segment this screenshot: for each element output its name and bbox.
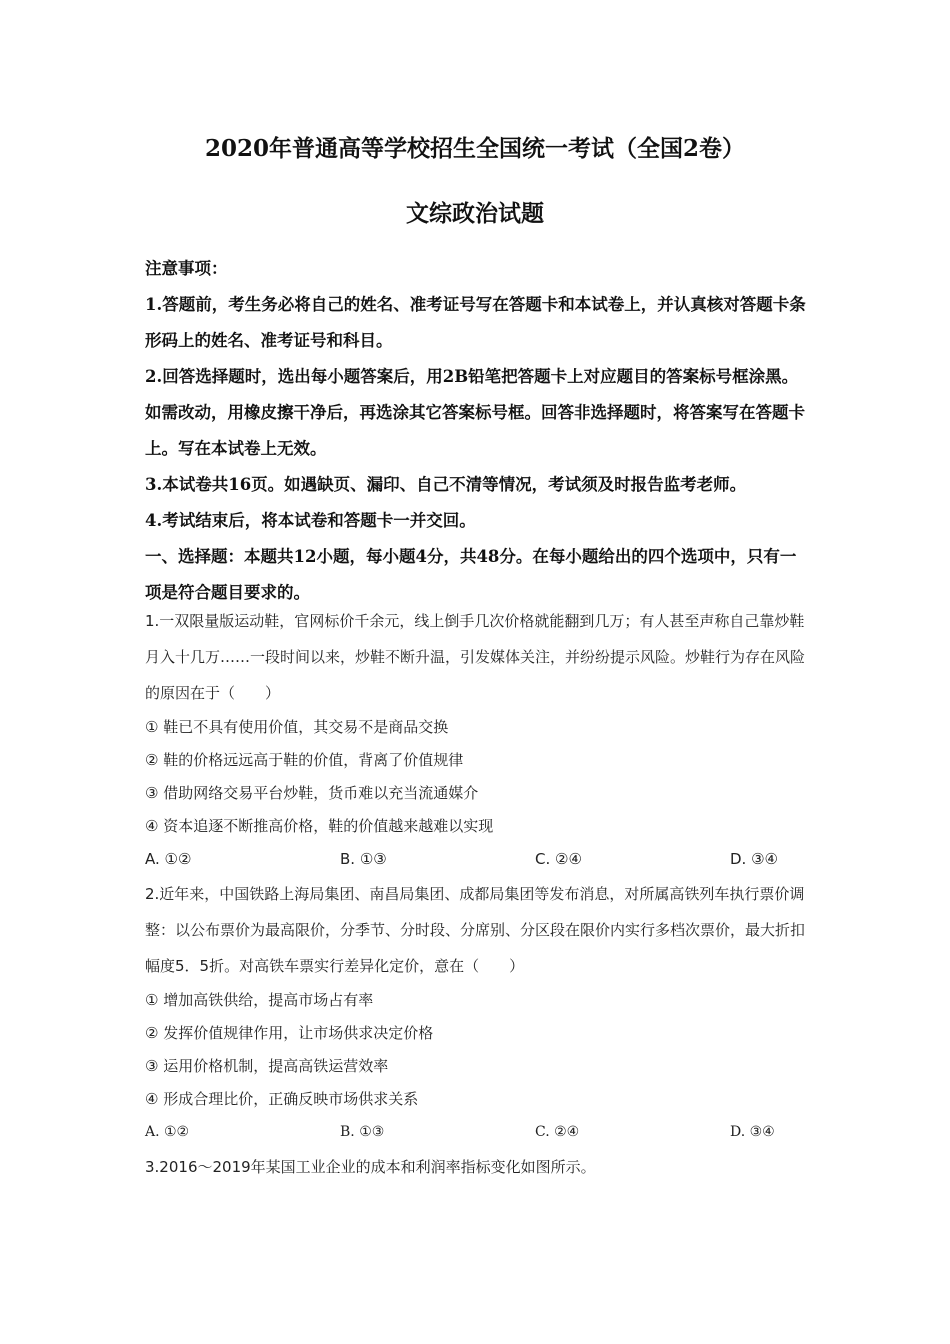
notes-heading: 注意事项： xyxy=(145,259,228,278)
exam-title: 2020年普通高等学校招生全国统一考试（全国2卷） xyxy=(204,135,746,162)
exam-subtitle: 文综政治试题 xyxy=(406,200,544,227)
question-3-stem: 3.2016～2019年某国工业企业的成本和利润率指标变化如图所示。 xyxy=(145,1158,596,1176)
question-2-choice-b: B. ①③ xyxy=(340,1124,385,1140)
question-1-choice-c: C. ②④ xyxy=(535,850,582,868)
question-1-option-4: ④ 资本追逐不断推高价格，鞋的价值越来越难以实现 xyxy=(145,817,494,835)
question-2-choices xyxy=(145,1116,810,1149)
question-2-option-3: ③ 运用价格机制，提高高铁运营效率 xyxy=(145,1057,389,1075)
question-1 xyxy=(145,603,810,876)
question-1-choice-d: D. ③④ xyxy=(730,850,778,868)
question-1-option-3: ③ 借助网络交易平台炒鞋，货币难以充当流通媒介 xyxy=(145,784,479,802)
question-list xyxy=(145,603,810,1185)
question-2-choice-a: A. ①② xyxy=(145,1124,190,1140)
question-1-choice-a: A. ①② xyxy=(145,850,192,868)
question-2-choice-d: D. ③④ xyxy=(730,1124,775,1140)
question-1-choice-b: B. ①③ xyxy=(340,850,387,868)
question-1-option-2: ② 鞋的价格远远高于鞋的价值，背离了价值规律 xyxy=(145,751,464,769)
question-3 xyxy=(145,1149,810,1185)
note-item-4: 4.考试结束后，将本试卷和答题卡一并交回。 xyxy=(145,511,476,530)
question-2-stem: 2.近年来，中国铁路上海局集团、南昌局集团、成都局集团等发布消息，对所属高铁列车执行票价调整：以公布票价为最高限价，分季节、分时段、分席别、分区段在限价内实行多档次票价，最大折扣幅度5．5折。对高铁车票实行差异化定价，意在（ ） xyxy=(145,885,806,975)
question-1-choices xyxy=(145,843,810,876)
question-2-choice-c: C. ②④ xyxy=(535,1124,580,1140)
section-heading: 一、选择题：本题共12小题，每小题4分，共48分。在每小题给出的四个选项中，只有一项是符合题目要求的。 xyxy=(145,547,797,602)
question-1-option-1: ① 鞋已不具有使用价值，其交易不是商品交换 xyxy=(145,718,449,736)
question-2-option-2: ② 发挥价值规律作用，让市场供求决定价格 xyxy=(145,1024,434,1042)
question-2-option-1: ① 增加高铁供给，提高市场占有率 xyxy=(145,991,374,1009)
question-2 xyxy=(145,876,810,1149)
note-item-3: 3.本试卷共16页。如遇缺页、漏印、自己不清等情况，考试须及时报告监考老师。 xyxy=(145,475,747,494)
note-item-1: 1.答题前，考生务必将自己的姓名、准考证号写在答题卡和本试卷上，并认真核对答题卡条形码上的姓名、准考证号和科目。 xyxy=(145,295,806,350)
question-2-option-4: ④ 形成合理比价，正确反映市场供求关系 xyxy=(145,1090,419,1108)
question-1-stem: 1.一双限量版运动鞋，官网标价千余元，线上倒手几次价格就能翻到几万；有人甚至声称自己靠炒鞋月入十几万……一段时间以来，炒鞋不断升温，引发媒体关注，并纷纷提示风险。炒鞋行为存在风险的原因在于（ ） xyxy=(145,612,806,702)
note-item-2: 2.回答选择题时，选出每小题答案后，用2B铅笔把答题卡上对应题目的答案标号框涂黑。如需改动，用橡皮擦干净后，再选涂其它答案标号框。回答非选择题时，将答案写在答题卡上。写在本试卷上无效。 xyxy=(145,367,805,458)
exam-notes xyxy=(145,251,810,611)
